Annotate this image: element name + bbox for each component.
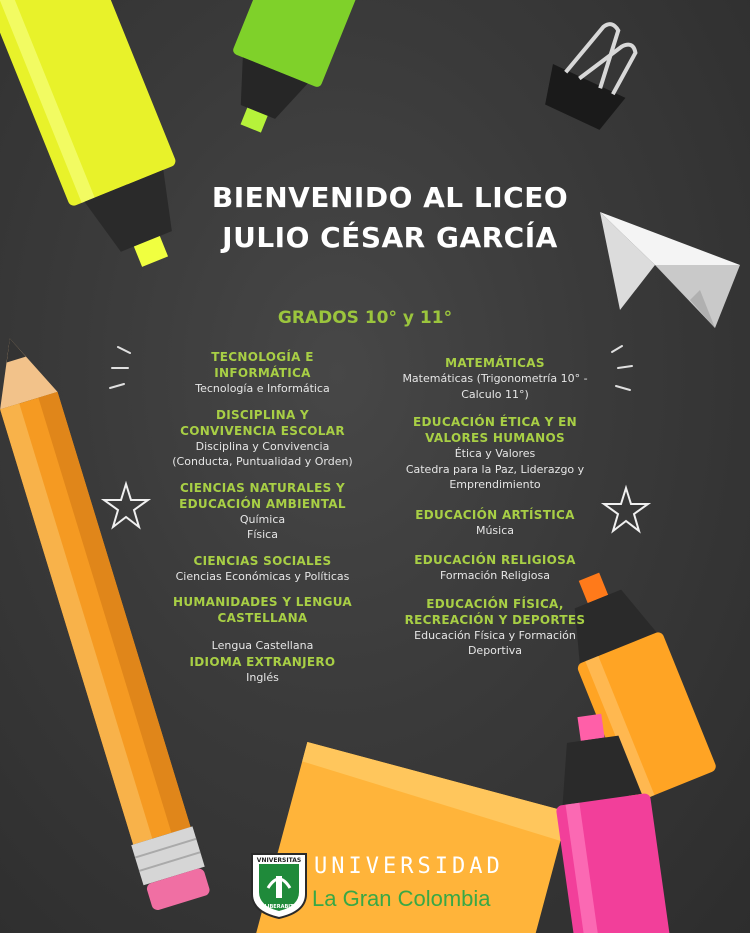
subject-item [390, 596, 600, 659]
subject-description: Tecnología e Informática [195, 382, 330, 395]
subject-title: IDIOMA EXTRANJERO [189, 654, 336, 669]
subject-item [155, 594, 370, 654]
university-logo [250, 850, 510, 920]
subject-item [390, 507, 600, 539]
subject-title: CIENCIAS SOCIALES [193, 553, 332, 568]
subject-title: EDUCACIÓN FÍSICA, RECREACIÓN Y DEPORTES [404, 596, 586, 627]
subject-description: Disciplina y Convivencia (Conducta, Puntualidad y Orden) [172, 439, 353, 468]
subject-title: DISCIPLINA Y CONVIVENCIA ESCOLAR [180, 407, 345, 438]
subject-title: CIENCIAS NATURALES Y EDUCACIÓN AMBIENTAL [179, 480, 346, 511]
university-seal-icon [250, 850, 308, 920]
binder-clip-icon [536, 9, 651, 134]
page-title [0, 178, 750, 258]
subject-item [155, 407, 370, 470]
subject-item [155, 480, 370, 543]
seal-bottom-text: LIBERABIT [264, 904, 294, 910]
subject-description: Lengua Castellana [211, 639, 314, 652]
subject-description: Física [247, 528, 278, 541]
subject-item [155, 349, 370, 397]
subject-title: HUMANIDADES Y LENGUA CASTELLANA [172, 595, 352, 625]
subject-description: Ética y Valores [454, 447, 536, 460]
subject-item [155, 553, 370, 585]
green-highlighter-icon [208, 0, 376, 147]
subjects-right-column [390, 355, 600, 669]
subject-title: MATEMÁTICAS [445, 356, 545, 370]
subject-description: Inglés [246, 670, 279, 684]
subject-description: Educación Física y Formación Deportiva [414, 628, 576, 657]
seal-top-text: VNIVERSITAS [256, 857, 302, 864]
logo-line-2: La Gran Colombia [312, 886, 491, 911]
subject-description: Música [475, 523, 515, 537]
subject-description: Formación Religiosa [439, 569, 551, 582]
logo-line-1: UNIVERSIDAD [314, 854, 504, 879]
subject-title: EDUCACIÓN RELIGIOSA [414, 553, 576, 567]
subject-item [390, 355, 600, 402]
title-line-1: BIENVENIDO AL LICEO [211, 181, 569, 214]
subject-description: Ciencias Económicas y Políticas [175, 569, 350, 583]
subject-description: Química [239, 512, 286, 526]
title-line-2: JULIO CÉSAR GARCÍA [222, 221, 558, 254]
subject-description: Matemáticas (Trigonometría 10° - Calculo 11°) [402, 372, 588, 401]
subject-item [155, 654, 370, 686]
grades-label: GRADOS 10° y 11° [277, 308, 453, 328]
subject-item [390, 552, 600, 584]
subject-title: EDUCACIÓN ARTÍSTICA [415, 507, 575, 522]
subject-item [390, 414, 600, 493]
subject-title: TECNOLOGÍA E INFORMÁTICA [211, 350, 314, 380]
subject-title: EDUCACIÓN ÉTICA Y EN VALORES HUMANOS [413, 415, 577, 445]
subjects-left-column [155, 349, 370, 695]
subject-description: Catedra para la Paz, Liderazgo y Emprendimiento [405, 462, 585, 491]
